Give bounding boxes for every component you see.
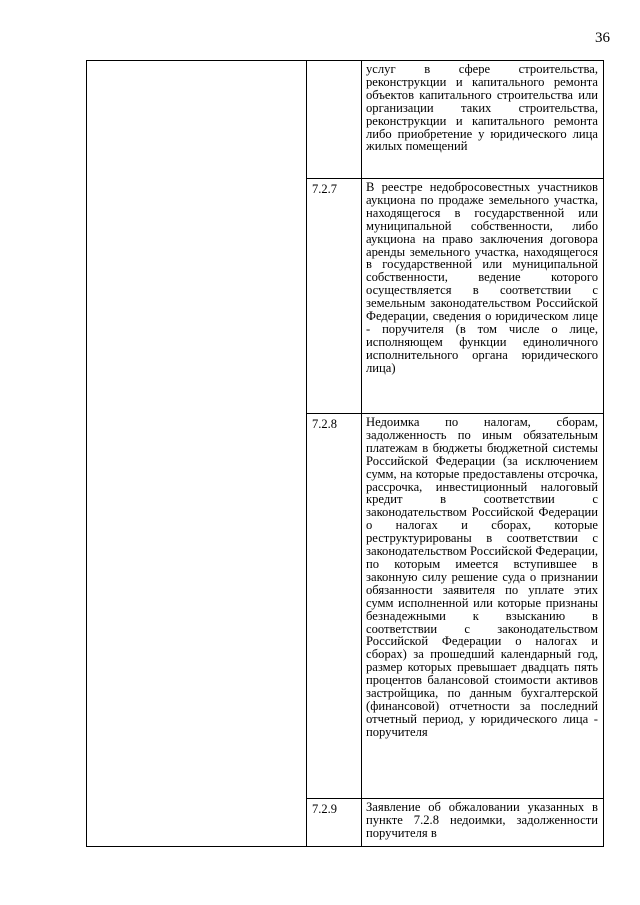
item-number — [307, 61, 362, 179]
item-text: Заявление об обжаловании указанных в пункте 7.2.8 недоимки, задолженности поручителя в — [366, 800, 598, 840]
item-text: услуг в сфере строительства, реконструкции и капитального ремонта объектов капитального строительства или организации таких строительства, реконструкции и капитального ремонта либо приобретение у юридического лица жилых помещений — [366, 62, 598, 154]
table-row — [87, 61, 604, 179]
item-number: 7.2.7 — [307, 179, 362, 414]
item-number: 7.2.8 — [307, 414, 362, 799]
page-number: 36 — [595, 30, 610, 46]
item-number: 7.2.9 — [307, 799, 362, 847]
requirements-table — [86, 60, 604, 847]
item-text-cell — [362, 179, 604, 414]
item-text: В реестре недобросовестных участников аукциона по продаже земельного участка, находящегося в государственной или муниципальной собственности, либо аукциона на право заключения договора аренды земельного участка, находящегося в государственной или муниципальной собственности, ведение которого осуществляется в соответствии с земельным законодательством Российской Федерации, сведения о юридическом лице - поручителя (в том числе о лице, исполняющем функции единоличного исполнительного органа юридического лица) — [366, 180, 598, 375]
item-text: Недоимка по налогам, сборам, задолженность по иным обязательным платежам в бюджеты бюджетной системы Российской Федерации (за исключением сумм, на которые предоставлены отсрочка, рассрочка, инвестиционный налоговый кредит в соответствии с законодательством Российской Федерации о налогах и сборах, которые реструктурированы в соответствии с законодательством Российской Федерации, по которым имеется вступившее в законную силу решение суда о признании обязанности заявителя по уплате этих сумм исполненной или которые признаны безнадежными к взысканию в соответствии с законодательством Российской Федерации о налогах и сборах) за прошедший календарный год, размер которых превышает двадцать пять процентов балансовой стоимости активов застройщика, по данным бухгалтерской (финансовой) отчетности за последний отчетный период, у юридического лица - поручителя — [366, 415, 598, 739]
item-text-cell — [362, 61, 604, 179]
empty-cell — [87, 61, 307, 847]
item-text-cell — [362, 414, 604, 799]
item-text-cell — [362, 799, 604, 847]
